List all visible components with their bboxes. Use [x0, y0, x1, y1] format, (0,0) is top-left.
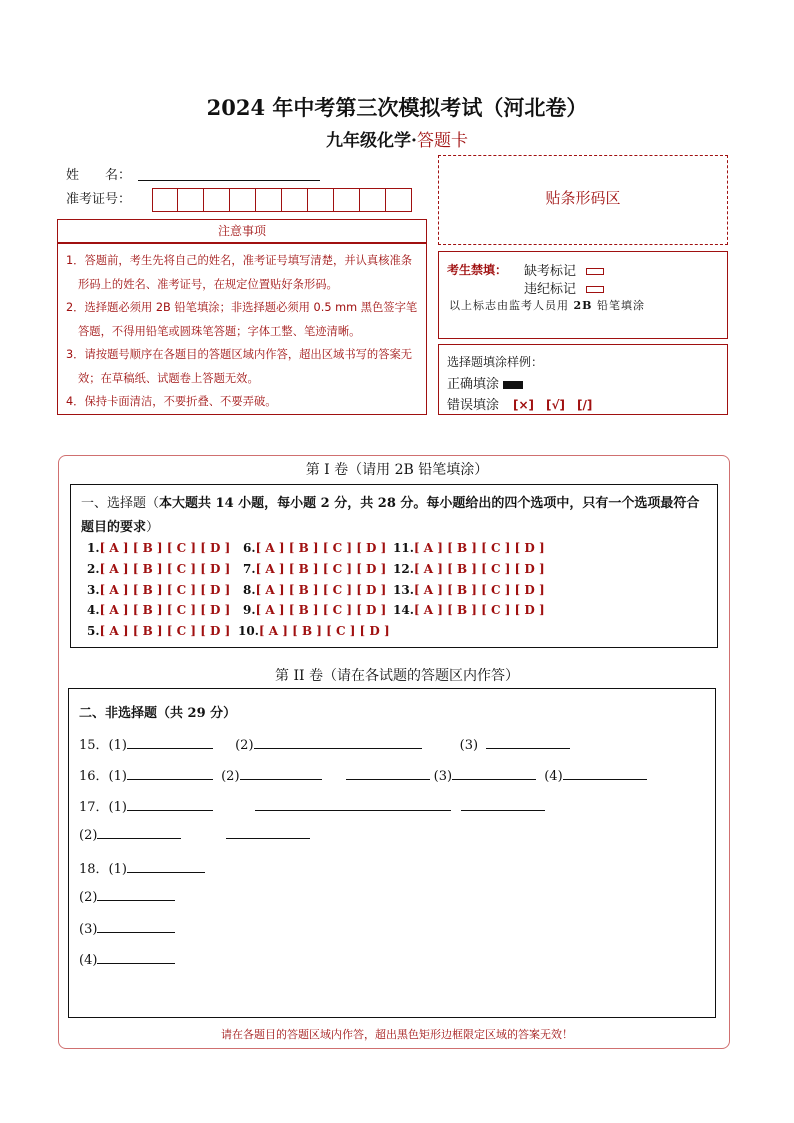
q-num: 12.: [393, 562, 414, 576]
q18-p2: (2): [79, 890, 98, 905]
choice-row[interactable]: [243, 541, 386, 555]
q15-num: 15．(1): [79, 738, 127, 753]
notice-item: 4．保持卡面清洁，不要折叠、不要弄破。: [66, 395, 277, 408]
id-digit-box[interactable]: [230, 188, 256, 212]
wrong-sample: [447, 394, 592, 413]
answer-blank[interactable]: [97, 889, 175, 901]
id-digit-box[interactable]: [360, 188, 386, 212]
q-num: 4.: [87, 603, 100, 617]
q-num: 3.: [87, 583, 100, 597]
barcode-area: [438, 155, 728, 245]
q-num: 1.: [87, 541, 100, 555]
q15-p2: (2): [235, 738, 254, 753]
q-options[interactable]: [ A ] [ B ] [ C ] [ D ]: [413, 603, 545, 617]
q18-p4: (4): [79, 953, 98, 968]
q18-row: [79, 858, 205, 877]
q-num: 7.: [243, 562, 256, 576]
q18-p3: (3): [79, 922, 98, 937]
q16-num: 16．(1): [79, 769, 127, 784]
q-num: 14.: [393, 603, 414, 617]
q-num: 2.: [87, 562, 100, 576]
id-digit-box[interactable]: [204, 188, 230, 212]
choice-row[interactable]: [87, 603, 230, 617]
choice-instructions: [81, 492, 711, 540]
q17-row: [79, 796, 545, 815]
answer-blank[interactable]: [127, 768, 213, 780]
answer-blank[interactable]: [255, 799, 451, 811]
answer-blank[interactable]: [97, 952, 175, 964]
subtitle-answer-sheet: 答题卡: [416, 131, 468, 151]
choice-row[interactable]: [393, 603, 545, 617]
id-digit-box[interactable]: [282, 188, 308, 212]
q-options[interactable]: [ A ] [ B ] [ C ] [ D ]: [99, 583, 231, 597]
q-options[interactable]: [ A ] [ B ] [ C ] [ D ]: [99, 624, 231, 638]
choice-row[interactable]: [87, 562, 230, 576]
answer-blank[interactable]: [127, 799, 213, 811]
part1-title: 第 I 卷（请用 2B 铅笔填涂）: [305, 462, 489, 478]
part2-title: 第 II 卷（请在各试题的答题区内作答）: [275, 668, 519, 684]
correct-sample: [447, 373, 523, 392]
q-options[interactable]: [ A ] [ B ] [ C ] [ D ]: [99, 562, 231, 576]
instr-c: ）: [146, 520, 160, 535]
choice-row[interactable]: [243, 562, 386, 576]
q18-num: 18．(1): [79, 862, 127, 877]
q16-p4: (4): [544, 769, 563, 784]
notice-box: [57, 243, 427, 415]
choice-row[interactable]: [393, 583, 545, 597]
q-num: 10.: [238, 624, 259, 638]
q-options[interactable]: [ A ] [ B ] [ C ] [ D ]: [255, 541, 387, 555]
name-field[interactable]: [138, 180, 320, 181]
answer-blank[interactable]: [127, 737, 213, 749]
id-digit-box[interactable]: [152, 188, 178, 212]
forbidden-label: 考生禁填：: [447, 263, 508, 277]
q17-row2: [79, 827, 310, 843]
id-number-boxes[interactable]: [152, 188, 412, 212]
answer-blank[interactable]: [97, 827, 181, 839]
violation-mark-box[interactable]: [586, 286, 604, 293]
filled-mark-icon: [503, 381, 523, 389]
q16-p2: (2): [221, 769, 240, 784]
forbidden-note-suffix: 铅笔填涂: [592, 299, 645, 312]
absent-mark-box[interactable]: [586, 268, 604, 275]
answer-blank[interactable]: [563, 768, 647, 780]
answer-blank[interactable]: [461, 799, 545, 811]
q-options[interactable]: [ A ] [ B ] [ C ] [ D ]: [258, 624, 390, 638]
q-num: 6.: [243, 541, 256, 555]
name-label: 姓 名：: [66, 168, 132, 183]
q-options[interactable]: [ A ] [ B ] [ C ] [ D ]: [255, 583, 387, 597]
q-options[interactable]: [ A ] [ B ] [ C ] [ D ]: [413, 583, 545, 597]
q18-row2: [79, 889, 175, 905]
answer-blank[interactable]: [226, 827, 310, 839]
forbidden-note-bold: 2B: [573, 299, 593, 312]
instr-b: 本大题共 14 小题，每小题 2 分，共 28 分。每小题给出的四个选项中，只有一个选项最符合题目的要求: [81, 496, 700, 535]
exam-subtitle: [0, 126, 794, 151]
q-options[interactable]: [ A ] [ B ] [ C ] [ D ]: [255, 562, 387, 576]
q18-row4: [79, 952, 175, 968]
choice-row[interactable]: [243, 603, 386, 617]
choice-row[interactable]: [87, 583, 230, 597]
part2-heading: 二、非选择题（共 29 分）: [79, 706, 237, 721]
choice-section: [70, 484, 718, 648]
q16-p3: (3): [433, 769, 453, 784]
choice-row[interactable]: [238, 624, 390, 638]
answer-blank[interactable]: [346, 768, 430, 780]
violation-mark-row: [524, 278, 604, 297]
sample-box: [438, 344, 728, 415]
q15-row: [79, 734, 570, 753]
choice-row[interactable]: [393, 562, 545, 576]
footer-note: 请在各题目的答题区域内作答，超出黑色矩形边框限定区域的答案无效！: [221, 1028, 573, 1041]
wrong-label: 错误填涂: [447, 398, 500, 413]
id-digit-box[interactable]: [334, 188, 360, 212]
correct-label: 正确填涂: [447, 377, 500, 392]
q-num: 13.: [393, 583, 414, 597]
answer-blank[interactable]: [127, 861, 205, 873]
forbidden-note: [449, 297, 645, 313]
q-num: 8.: [243, 583, 256, 597]
q17-num: 17．(1): [79, 800, 127, 815]
q-num: 11.: [393, 541, 414, 555]
answer-blank[interactable]: [254, 737, 422, 749]
notice-item: 2．选择题必须用 2B 铅笔填涂；非选择题必须用 0.5 mm 黑色签字笔答题，不得用铅笔或圆珠笔答题；字体工整、笔迹清晰。: [66, 301, 418, 338]
choice-row[interactable]: [393, 541, 545, 555]
answer-blank[interactable]: [240, 768, 322, 780]
absent-label: 缺考标记: [524, 264, 577, 279]
notice-heading: 注意事项: [57, 219, 427, 243]
forbidden-note-prefix: 以上标志由监考人员用: [449, 299, 574, 312]
q-num: 5.: [87, 624, 100, 638]
notice-item: 3．请按题号顺序在各题目的答题区域内作答，超出区域书写的答案无效；在草稿纸、试题卷上答题无效。: [66, 348, 413, 385]
q-options[interactable]: [ A ] [ B ] [ C ] [ D ]: [99, 541, 231, 555]
q-options[interactable]: [ A ] [ B ] [ C ] [ D ]: [413, 541, 545, 555]
id-digit-box[interactable]: [386, 188, 412, 212]
notice-item: 1．答题前，考生先将自己的姓名，准考证号填写清楚，并认真核准条形码上的姓名、准考证号，在规定位置贴好条形码。: [66, 254, 413, 291]
wrong-marks: [×] [√] [/]: [513, 398, 593, 412]
q18-row3: [79, 921, 175, 937]
q16-row: [79, 765, 647, 784]
answer-blank[interactable]: [452, 768, 536, 780]
forbidden-box: [438, 251, 728, 339]
id-digit-box[interactable]: [308, 188, 334, 212]
id-digit-box[interactable]: [256, 188, 282, 212]
answer-blank[interactable]: [97, 921, 175, 933]
barcode-label: 贴条形码区: [545, 189, 621, 207]
id-digit-box[interactable]: [178, 188, 204, 212]
id-label: 准考证号：: [66, 192, 132, 207]
q-options[interactable]: [ A ] [ B ] [ C ] [ D ]: [413, 562, 545, 576]
answer-blank[interactable]: [486, 737, 570, 749]
absent-mark-row: [524, 260, 604, 279]
q17-p2: (2): [79, 828, 98, 843]
subtitle-main: 九年级化学·: [326, 131, 417, 151]
choice-row[interactable]: [87, 541, 230, 555]
q-options[interactable]: [ A ] [ B ] [ C ] [ D ]: [99, 603, 231, 617]
exam-title: 2024 年中考第三次模拟考试（河北卷）: [206, 95, 588, 120]
instr-a: 一、选择题（: [81, 496, 160, 511]
choice-row[interactable]: [87, 624, 230, 638]
sample-label: 选择题填涂样例：: [447, 355, 544, 369]
q15-p3: (3): [459, 738, 479, 753]
q-num: 9.: [243, 603, 256, 617]
violation-label: 违纪标记: [524, 282, 577, 297]
choice-row[interactable]: [243, 583, 386, 597]
q-options[interactable]: [ A ] [ B ] [ C ] [ D ]: [255, 603, 387, 617]
